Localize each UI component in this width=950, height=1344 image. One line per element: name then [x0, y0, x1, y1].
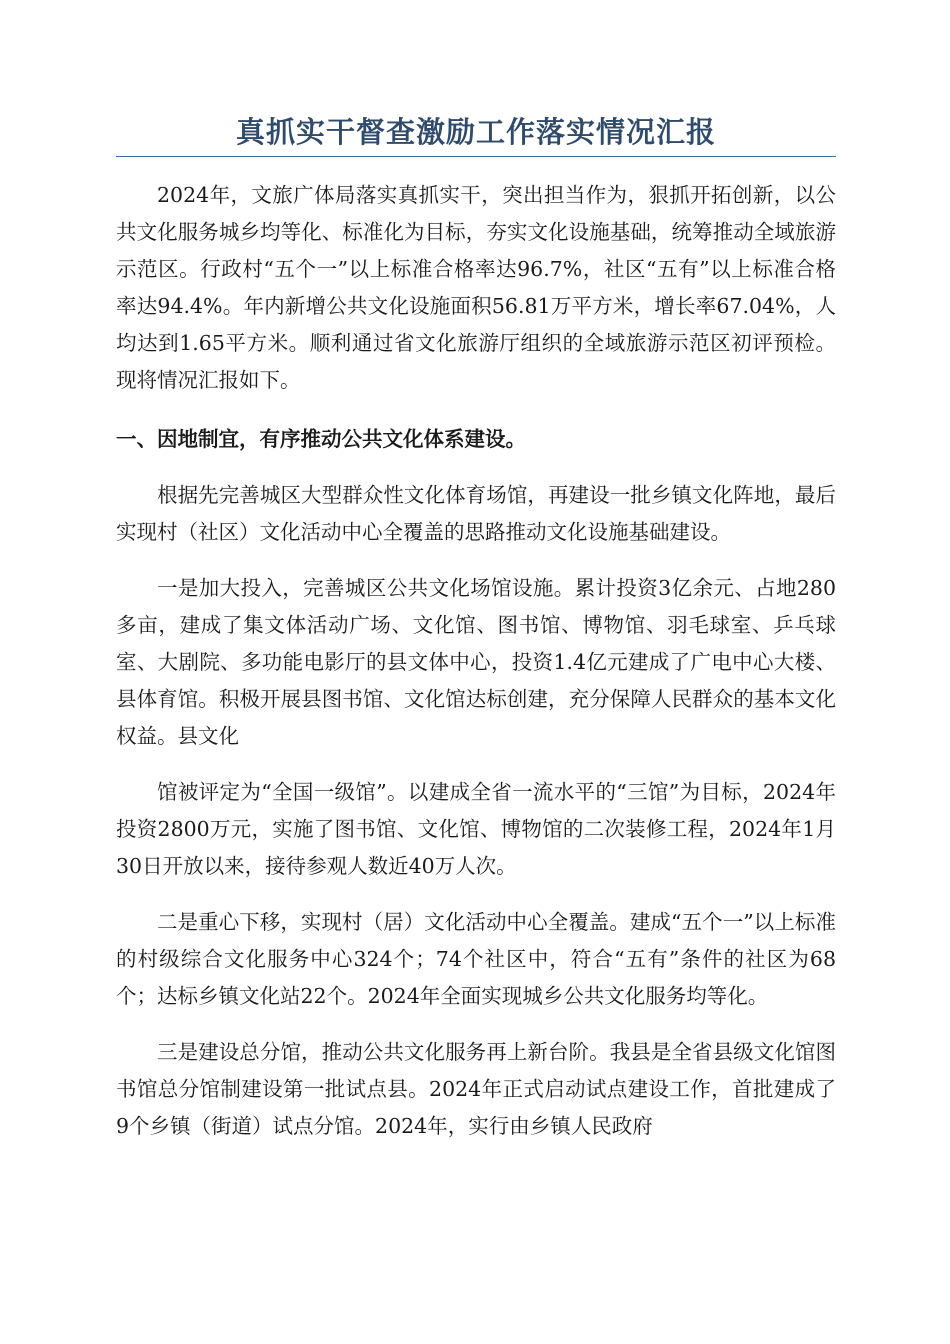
point-one-continued-paragraph: 馆被评定为“全国一级馆”。以建成全省一流水平的“三馆”为目标，2024年投资2800万元，实施了图书馆、文化馆、博物馆的二次装修工程，2024年1月30日开放以来，接待参观人数近40万人次。	[116, 780, 836, 878]
point-three-paragraph: 三是建设总分馆，推动公共文化服务再上新台阶。我县是全省县级文化馆图书馆总分馆制建设第一批试点县。2024年正式启动试点建设工作，首批建成了9个乡镇（街道）试点分馆。2024年，实行由乡镇人民政府	[116, 1040, 836, 1138]
point-two-paragraph: 二是重心下移，实现村（居）文化活动中心全覆盖。建成“五个一”以上标准的村级综合文化服务中心324个；74个社区中，符合“五有”条件的社区为68个；达标乡镇文化站22个。2024年全面实现城乡公共文化服务均等化。	[116, 910, 836, 1008]
point-one-paragraph: 一是加大投入，完善城区公共文化场馆设施。累计投资3亿余元、占地280多亩，建成了集文体活动广场、文化馆、图书馆、博物馆、羽毛球室、乒乓球室、大剧院、多功能电影厅的县文体中心，投资1.4亿元建成了广电中心大楼、县体育馆。积极开展县图书馆、文化馆达标创建，充分保障人民群众的基本文化权益。县文化	[116, 576, 836, 748]
section-heading-1: 一、因地制宜，有序推动公共文化体系建设。	[116, 427, 526, 451]
intro-paragraph: 2024年，文旅广体局落实真抓实干，突出担当作为，狠抓开拓创新，以公共文化服务城乡均等化、标准化为目标，夯实文化设施基础，统筹推动全域旅游示范区。行政村“五个一”以上标准合格率达96.7%，社区“五有”以上标准合格率达94.4%。年内新增公共文化设施面积56.81万平方米，增长率67.04%，人均达到1.65平方米。顺利通过省文化旅游厅组织的全域旅游示范区初评预检。现将情况汇报如下。	[116, 183, 836, 392]
document-page	[116, 112, 836, 1145]
section-1-intro-paragraph: 根据先完善城区大型群众性文化体育场馆，再建设一批乡镇文化阵地，最后实现村（社区）文化活动中心全覆盖的思路推动文化设施基础建设。	[116, 483, 836, 544]
document-title: 真抓实干督查激励工作落实情况汇报	[116, 112, 836, 157]
